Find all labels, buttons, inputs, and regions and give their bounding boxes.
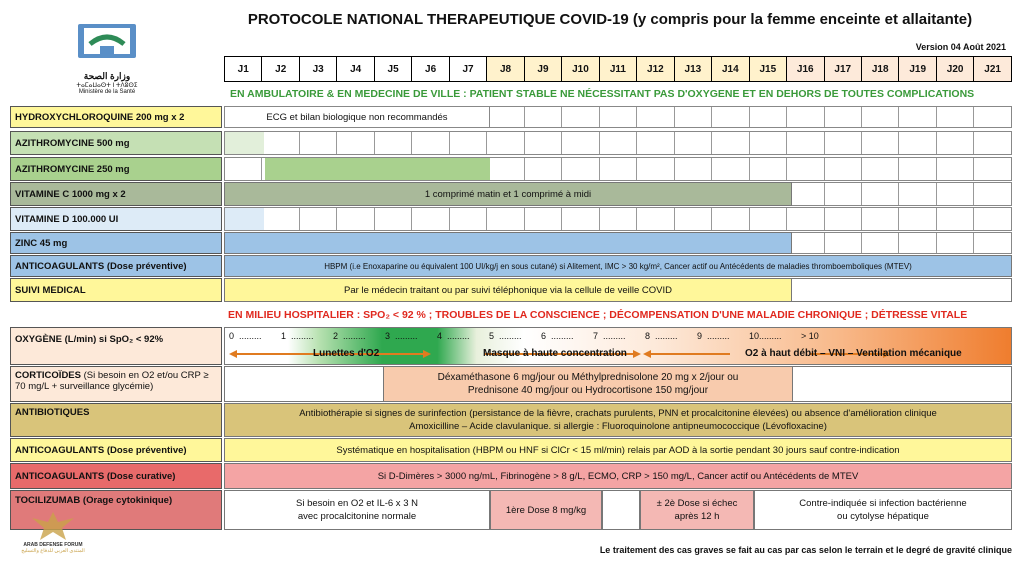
oxygen-scale-dots: .........: [343, 331, 366, 341]
azithro500-grid: [224, 131, 1012, 155]
ministry-logo: [72, 20, 142, 95]
cortico-label: [10, 366, 222, 402]
antibio-text: [224, 403, 1012, 437]
grid-cell: [674, 107, 711, 127]
grid-cell: [861, 183, 898, 205]
grid-cell: [936, 208, 973, 230]
tocili-label: TOCILIZUMAB (Orage cytokinique): [10, 490, 222, 530]
grid-cell: [898, 208, 935, 230]
oxygen-scale-dots: .........: [447, 331, 470, 341]
footer-note: Le traitement des cas graves se fait au cas par cas selon le terrain et le degré de gravité clinique: [599, 545, 1012, 555]
grid-cell: [636, 107, 673, 127]
oxygen-gradient: [224, 327, 1012, 365]
vitd-label: VITAMINE D 100.000 UI: [10, 207, 222, 231]
grid-cell: [711, 132, 748, 154]
grid-cell: [299, 132, 336, 154]
oxygen-scale-dots: .........: [551, 331, 574, 341]
oxygen-scale-dots: .........: [655, 331, 678, 341]
oxygen-scale-dots: .........: [759, 331, 782, 341]
day-cell-j15: J15: [749, 57, 786, 81]
grid-cell: [711, 208, 748, 230]
day-cell-j12: J12: [636, 57, 673, 81]
vitd-grid: [224, 207, 1012, 231]
grid-cell: [674, 132, 711, 154]
grid-cell: [561, 158, 598, 180]
oxygen-scale-tick: 4: [437, 331, 443, 341]
version-label: Version 04 Août 2021: [915, 42, 1006, 52]
day-cell-j1: J1: [237, 63, 249, 75]
antibio-line2: Amoxicilline – Acide clavulanique. si allergie : Fluoroquinolone antipneumococcique (Lévofloxacine): [409, 421, 827, 432]
azithro500-bar: [225, 132, 264, 154]
grid-cell: [411, 208, 448, 230]
cortico-name: CORTICOÏDES: [15, 370, 81, 381]
grid-cell: [861, 208, 898, 230]
grid-cell: [786, 107, 823, 127]
tocili-dose2-line1: ± 2è Dose si échec: [656, 498, 738, 509]
cortico-sub: (Si besoin en O2 et/ou CRP ≥ 70 mg/L + surveillance glycémie): [15, 370, 209, 392]
day-cell-j13: J13: [674, 57, 711, 81]
grid-cell: [824, 107, 861, 127]
grid-cell: [749, 158, 786, 180]
eagle-watermark-icon: [28, 508, 78, 542]
tocili-dose2: [640, 490, 754, 530]
tocili-dose2-line2: après 12 h: [674, 511, 720, 522]
grid-cell: [786, 132, 823, 154]
grid-cell: [524, 132, 561, 154]
grid-cell: [898, 233, 935, 253]
grid-cell: [486, 208, 523, 230]
oxygen-scale-tick: 0: [229, 331, 235, 341]
grid-cell: [561, 107, 598, 127]
grid-cell: [524, 158, 561, 180]
tocili-ci-line2: ou cytolyse hépatique: [837, 511, 929, 522]
vitc-bar: 1 comprimé matin et 1 comprimé à midi: [224, 182, 792, 206]
grid-cell: [524, 208, 561, 230]
grid-cell: [225, 158, 261, 180]
cortico-line2: Prednisone 40 mg/jour ou Hydrocortisone 150 mg/jour: [467, 385, 709, 396]
grid-cell: [861, 107, 898, 127]
tocili-cond-line2: avec procalcitonine normale: [297, 511, 417, 522]
grid-cell: [599, 208, 636, 230]
grid-cell: [299, 208, 336, 230]
day-cell-j9: J9: [524, 57, 561, 81]
cortico-line1: Déxaméthasone 6 mg/jour ou Méthylprednisolone 20 mg x 2/jour ou: [437, 372, 739, 383]
suivi-label: SUIVI MEDICAL: [10, 278, 222, 302]
grid-cell: [936, 233, 973, 253]
grid-cell: [973, 158, 1010, 180]
oxygen-scale: [229, 331, 1009, 343]
day-cell-j21: J21: [973, 57, 1010, 81]
tocili-dose1: 1ère Dose 8 mg/kg: [490, 490, 602, 530]
grid-cell: [561, 132, 598, 154]
grid-cell: [449, 208, 486, 230]
page-title: PROTOCOLE NATIONAL THERAPEUTIQUE COVID-19 (y compris pour la femme enceinte et allaitante): [247, 11, 973, 28]
grid-cell: [936, 132, 973, 154]
watermark-line2: المنتدى العربي للدفاع والتسليح: [21, 548, 85, 554]
oxygen-scale-tick: > 10: [801, 331, 819, 341]
anticoag-prev-label: ANTICOAGULANTS (Dose préventive): [10, 438, 222, 462]
day-cell-j4: J4: [336, 57, 373, 81]
grid-cell: [861, 233, 898, 253]
oxygen-scale-dots: .........: [499, 331, 522, 341]
day-cell-j16: J16: [786, 57, 823, 81]
oxygen-scale-dots: .........: [707, 331, 730, 341]
day-cell-j5: J5: [374, 57, 411, 81]
ministry-arabic: وزارة الصحة: [83, 71, 131, 81]
grid-cell: [749, 208, 786, 230]
day-cell-j17: J17: [824, 57, 861, 81]
grid-cell: [449, 132, 486, 154]
cortico-text: [383, 366, 793, 402]
grid-cell: [411, 132, 448, 154]
tocili-cond: [224, 490, 490, 530]
antibio-label: ANTIBIOTIQUES: [10, 403, 222, 437]
day-cell-j14: J14: [711, 57, 748, 81]
grid-cell: [973, 107, 1010, 127]
grid-cell: [636, 158, 673, 180]
oxygen-scale-tick: 1: [281, 331, 287, 341]
oxygen-scale-dots: .........: [603, 331, 626, 341]
grid-cell: [486, 107, 523, 127]
grid-cell: [636, 208, 673, 230]
ministry-french: Ministère de la Santé: [78, 89, 136, 95]
day-cell-j11: J11: [599, 57, 636, 81]
anticoag-cur-label: ANTICOAGULANTS (Dose curative): [10, 463, 222, 489]
grid-cell: [898, 183, 935, 205]
grid-cell: [749, 132, 786, 154]
grid-cell: [599, 132, 636, 154]
grid-cell: [824, 233, 861, 253]
oxygen-scale-tick: 5: [489, 331, 495, 341]
day-cell-j19: J19: [898, 57, 935, 81]
hcq-note: ECG et bilan biologique non recommandés: [224, 106, 490, 128]
band-masque: Masque à haute concentration: [483, 348, 627, 359]
tocili-cond-line1: Si besoin en O2 et IL-6 x 3 N: [296, 498, 418, 509]
azithro250-bar: [265, 158, 490, 180]
watermark-line1: ARAB DEFENSE FORUM: [23, 542, 83, 548]
day-cell-j10: J10: [561, 57, 598, 81]
grid-cell: [711, 107, 748, 127]
oxygen-scale-tick: 8: [645, 331, 651, 341]
grid-cell: [824, 208, 861, 230]
day-header-row: [224, 56, 1012, 82]
day-cell-j6: J6: [411, 57, 448, 81]
grid-cell: [524, 107, 561, 127]
anticoag-amb-text: HBPM (i.e Enoxaparine ou équivalent 100 UI/kg/j en sous cutané) si Alitement, IMC > 30 kg/m², Cancer actif ou Antécédents de maladies thromboemboliques (MTEV): [224, 255, 1012, 277]
watermark: [18, 508, 88, 566]
grid-cell: [374, 208, 411, 230]
ministry-tifinagh: ⵜⴰⵎⴰⵡⴰⵙⵜ ⵏ ⵜⴷⵓⵙⵉ: [76, 83, 138, 89]
grid-cell: [599, 107, 636, 127]
oxygen-scale-tick: 3: [385, 331, 391, 341]
grid-cell: [599, 158, 636, 180]
day-cell-j20: J20: [936, 57, 973, 81]
grid-cell: [674, 208, 711, 230]
grid-cell: [636, 132, 673, 154]
tocili-gap: [602, 490, 640, 530]
oxygen-scale-dots: .........: [291, 331, 314, 341]
hospital-heading: EN MILIEU HOSPITALIER : SPO₂ < 92 % ; TROUBLES DE LA CONSCIENCE ; DÉCOMPENSATION D'UNE MALADIE CHRONIQUE ; DÉTRESSE VITALE: [228, 309, 968, 321]
grid-cell: [749, 107, 786, 127]
grid-cell: [374, 132, 411, 154]
grid-cell: [936, 183, 973, 205]
grid-cell: [711, 158, 748, 180]
grid-cell: [898, 132, 935, 154]
day-cell-j7: J7: [449, 57, 486, 81]
grid-cell: [973, 183, 1010, 205]
grid-cell: [936, 107, 973, 127]
anticoag-amb-label: ANTICOAGULANTS (Dose préventive): [10, 255, 222, 277]
oxygen-scale-dots: .........: [395, 331, 418, 341]
grid-cell: [261, 132, 298, 154]
grid-cell: [861, 158, 898, 180]
suivi-text: Par le médecin traitant ou par suivi téléphonique via la cellule de veille COVID: [224, 278, 792, 302]
grid-cell: [336, 132, 373, 154]
zinc-label: ZINC 45 mg: [10, 232, 222, 254]
day-cell-j18: J18: [861, 57, 898, 81]
logo-emblem-icon: [72, 20, 142, 66]
grid-cell: [861, 132, 898, 154]
antibio-line1: Antibiothérapie si signes de surinfection (persistance de la fièvre, crachats purulents, PNN et procalcitonine élevées) ou absence d'amélioration clinique: [299, 408, 937, 419]
anticoag-cur-text: Si D-Dimères > 3000 ng/mL, Fibrinogène > 8 g/L, ECMO, CRP > 150 mg/L, Cancer actif ou Antécédents de MTEV: [224, 463, 1012, 489]
grid-cell: [261, 208, 298, 230]
vitc-label: VITAMINE C 1000 mg x 2: [10, 182, 222, 206]
oxygen-scale-tick: 2: [333, 331, 339, 341]
oxygen-scale-dots: .........: [239, 331, 262, 341]
grid-cell: [786, 158, 823, 180]
grid-cell: [824, 183, 861, 205]
day-cell-j3: J3: [299, 57, 336, 81]
grid-cell: [674, 158, 711, 180]
band-lunettes: Lunettes d'O2: [313, 348, 380, 359]
grid-cell: [336, 208, 373, 230]
grid-cell: [486, 132, 523, 154]
azithro250-label: AZITHROMYCINE 250 mg: [10, 157, 222, 181]
grid-cell: [486, 158, 523, 180]
hcq-label: HYDROXYCHLOROQUINE 200 mg x 2: [10, 106, 222, 128]
tocili-ci-line1: Contre-indiquée si infection bactérienne: [799, 498, 967, 509]
oxygen-scale-tick: 9: [697, 331, 703, 341]
grid-cell: [973, 132, 1010, 154]
anticoag-prev-text: Systématique en hospitalisation (HBPM ou HNF si ClCr < 15 ml/min) relais par AOD à la sortie pendant 30 jours sauf contre-indication: [224, 438, 1012, 462]
suivi-empty: [791, 278, 1012, 302]
azithro500-label: AZITHROMYCINE 500 mg: [10, 131, 222, 155]
grid-cell: [786, 208, 823, 230]
grid-cell: [824, 158, 861, 180]
grid-cell: [973, 208, 1010, 230]
oxygen-label: OXYGÈNE (L/min) si SpO₂ < 92%: [10, 327, 222, 365]
grid-cell: [936, 158, 973, 180]
oxygen-scale-tick: 7: [593, 331, 599, 341]
oxygen-scale-tick: 6: [541, 331, 547, 341]
ambulatory-heading: EN AMBULATOIRE & EN MEDECINE DE VILLE : PATIENT STABLE NE NÉCESSITANT PAS D'OXYGENE ET EN DEHORS DE TOUTES COMPLICATIONS: [230, 88, 975, 100]
day-cell-j2: J2: [261, 57, 298, 81]
grid-cell: [561, 208, 598, 230]
grid-cell: [824, 132, 861, 154]
zinc-bar: [224, 232, 792, 254]
tocili-ci: [754, 490, 1012, 530]
grid-cell: [973, 233, 1010, 253]
grid-cell: [898, 107, 935, 127]
vitd-bar: [225, 208, 264, 230]
day-cell-j8: J8: [486, 57, 523, 81]
grid-cell: [898, 158, 935, 180]
oxygen-scale-tick: 10: [749, 331, 760, 341]
band-haut-debit: O2 à haut débit – VNI – Ventilation mécanique: [745, 348, 962, 359]
